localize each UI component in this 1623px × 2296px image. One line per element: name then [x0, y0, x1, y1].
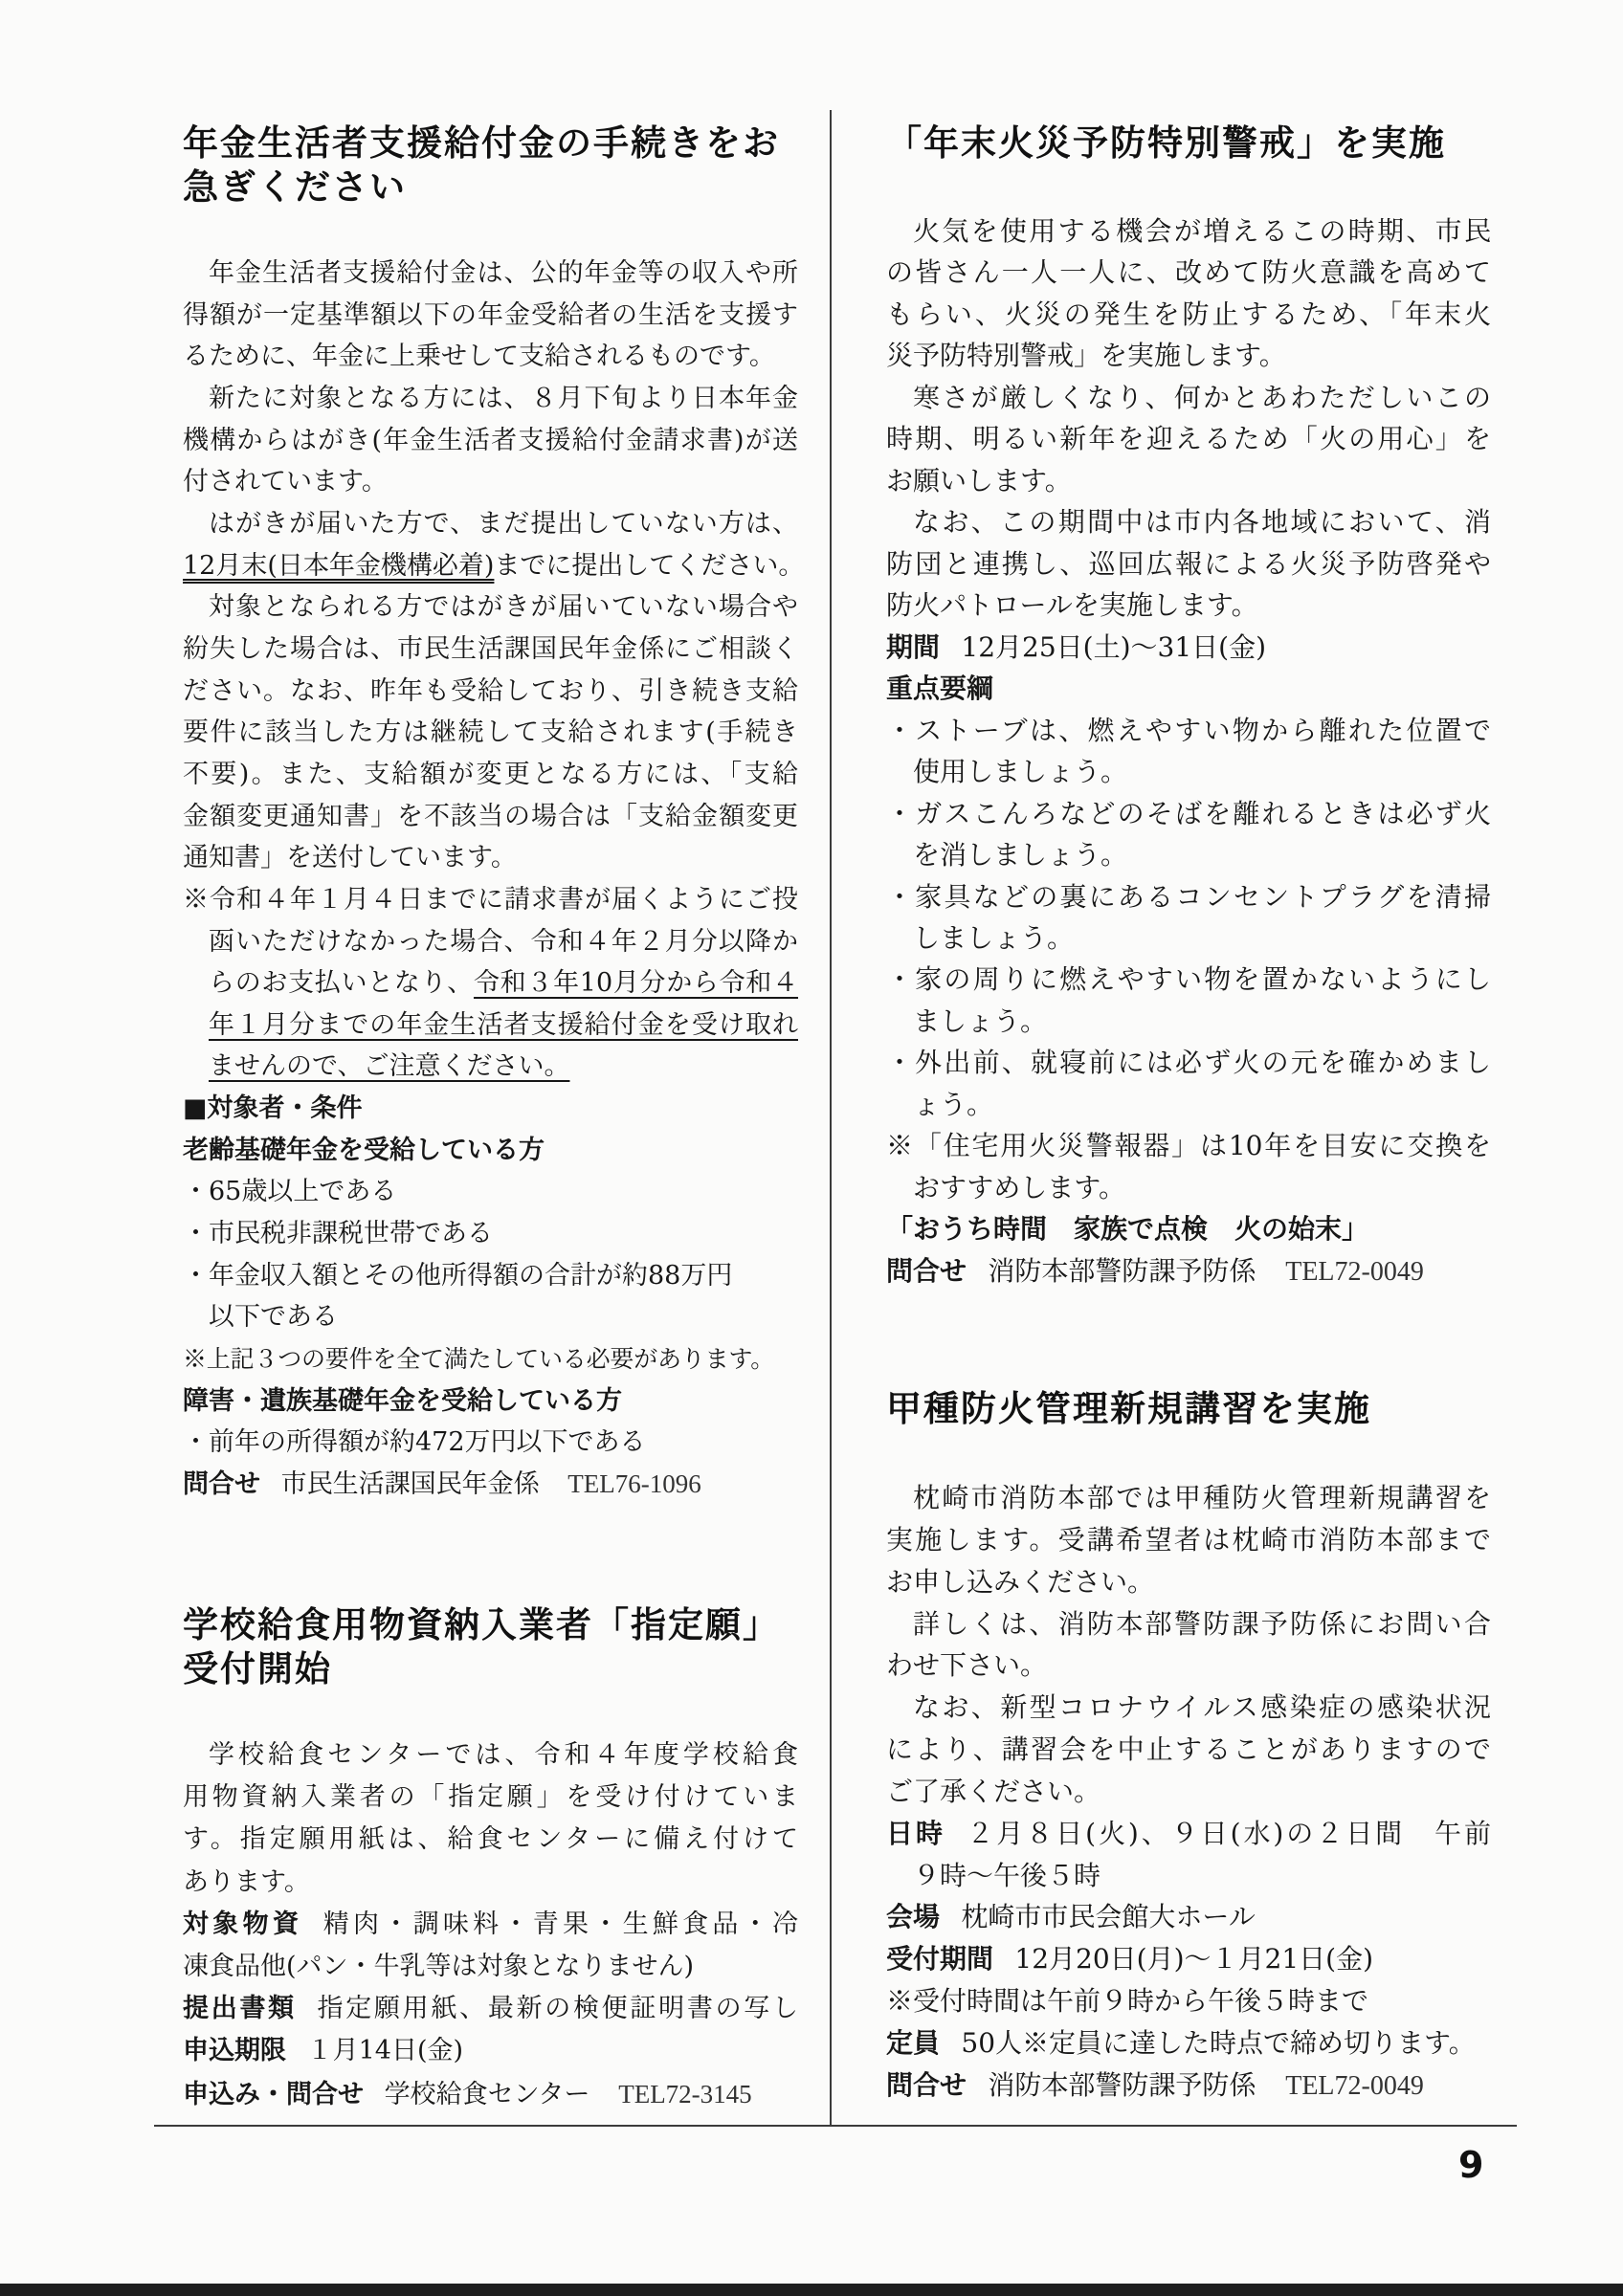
subheading: 重点要綱 — [886, 673, 994, 705]
body-line: 火気を使用する機会が増えるこの時期、市民 — [913, 215, 1491, 247]
field-value: 50人※定員に達した時点で締め切ります。 — [961, 2026, 1476, 2059]
body-line: 不要)。また、支給額が変更となる方には、「支給 — [183, 759, 798, 789]
underlined-deadline: 12月末(日本年金機構必着) — [183, 550, 495, 581]
contact-label: 申込み・問合せ — [183, 2079, 364, 2109]
field-line — [886, 1896, 1491, 1938]
title-line: 年金生活者支援給付金の手続きをお — [183, 122, 780, 164]
contact-line — [183, 1464, 798, 1506]
body-line: す。指定願用紙は、給食センターに備え付けて — [183, 1824, 798, 1855]
bullet-line: ょう。 — [913, 1088, 994, 1120]
note-line: 函いただけなかった場合、令和４年２月分以降か — [209, 926, 798, 957]
body-line: 新たに対象となる方には、８月下旬より日本年金 — [209, 383, 798, 413]
title-line: 急ぎください — [183, 166, 407, 208]
note-line: ※受付時間は午前９時から午後５時まで — [886, 1985, 1369, 2018]
article-body-course — [886, 1477, 1491, 2107]
body-line: るために、年金に上乗せして支給されるものです。 — [183, 342, 775, 372]
bullet-line: ・外出前、就寝前には必ず火の元を確かめまし — [886, 1047, 1491, 1079]
field-label: 受付期間 — [886, 1943, 994, 1976]
underlined-warning: 年１月分までの年金生活者支援給付金を受け取れ — [209, 1009, 798, 1040]
body-line: 用物資納入業者の「指定願」を受け付けていま — [183, 1782, 798, 1813]
field-value: １月14日(金) — [306, 2036, 464, 2066]
body-line: わせ下さい。 — [886, 1649, 1048, 1682]
underlined-warning: 令和３年10月分から令和４ — [473, 968, 799, 999]
article-body-pension — [183, 253, 805, 1506]
field-line — [183, 1904, 798, 1946]
article-title-fire — [886, 121, 1491, 166]
field-value: 精肉・調味料・青果・生鮮食品・冷 — [322, 1909, 799, 1939]
field-label: 会場 — [886, 1901, 941, 1933]
field-line: 凍食品他(パン・牛乳等は対象となりません) — [183, 1951, 695, 1981]
contact-dept: 消防本部警防課予防係 — [988, 1254, 1256, 1287]
body-line: の皆さん一人一人に、改めて防火意識を高めて — [886, 256, 1491, 289]
field-line — [886, 627, 1491, 668]
slogan: 「おうち時間 家族で点検 火の始末」 — [886, 1213, 1369, 1246]
body-line: 実施します。受講希望者は枕崎市消防本部まで — [886, 1523, 1491, 1556]
bullet-line: ・年金収入額とその他所得額の合計が約88万円 — [183, 1260, 733, 1291]
note-line: ※「住宅用火災警報器」は10年を目安に交換を — [886, 1130, 1491, 1162]
contact-tel: TEL72-3145 — [618, 2079, 752, 2108]
article-title-pension — [183, 121, 798, 210]
field-line — [183, 1988, 798, 2030]
contact-dept: 学校給食センター — [384, 2079, 590, 2109]
note-line — [183, 962, 798, 1004]
contact-label: 問合せ — [886, 1254, 967, 1287]
note-line: おすすめします。 — [913, 1171, 1126, 1203]
body-line: お願いします。 — [886, 464, 1072, 497]
article-title-school — [183, 1603, 798, 1691]
page-number: 9 — [1458, 2144, 1484, 2186]
body-line: ご了承ください。 — [886, 1775, 1101, 1807]
contact-tel: TEL72-0049 — [1285, 1256, 1424, 1287]
bullet-line: ・前年の所得額が約472万円以下である — [183, 1427, 646, 1458]
title-line: 「年末火災予防特別警戒」を実施 — [886, 122, 1446, 164]
body-line: 通知書」を送付しています。 — [183, 843, 517, 873]
article-body-fire — [886, 210, 1491, 1292]
bullet-line: 以下である — [209, 1302, 338, 1333]
field-value: ２月８日(火)、９日(水)の２日間 午前 — [967, 1817, 1491, 1849]
subheading: 老齢基礎年金を受給している方 — [183, 1135, 545, 1165]
body-line: 詳しくは、消防本部警防課予防係にお問い合 — [913, 1607, 1491, 1640]
body-text: までに提出してください。 — [494, 550, 805, 581]
field-label: 定員 — [886, 2026, 941, 2059]
field-line: ９時～午後５時 — [913, 1859, 1101, 1891]
body-text: らのお支払いとなり、 — [209, 968, 474, 999]
bullet-line: しましょう。 — [913, 921, 1075, 954]
body-line: 紛失した場合は、市民生活課国民年金係にご相談く — [183, 633, 798, 664]
bullet-line: ・ガスこんろなどのそばを離れるときは必ず火 — [886, 797, 1491, 829]
body-line: 要件に該当した方は継続して支給されます(手続き — [183, 718, 798, 748]
title-line: 学校給食用物資納入業者「指定願」 — [183, 1604, 780, 1645]
article-body-school — [183, 1734, 798, 2115]
contact-line — [886, 1250, 1491, 1292]
bullet-line: を消しましょう。 — [913, 839, 1128, 872]
body-line — [183, 545, 805, 587]
contact-dept: 市民生活課国民年金係 — [280, 1469, 540, 1500]
bullet-line: ・市民税非課税世帯である — [183, 1219, 493, 1249]
note-line: ※令和４年１月４日までに請求書が届くようにご投 — [183, 884, 798, 915]
bullet-line: ・家の周りに燃えやすい物を置かないようにし — [886, 963, 1491, 996]
bullet-line: ・ストーブは、燃えやすい物から離れた位置で — [886, 714, 1491, 746]
contact-label: 問合せ — [886, 2068, 967, 2101]
subheading: 障害・遺族基礎年金を受給している方 — [183, 1385, 622, 1416]
field-line — [886, 1938, 1491, 1980]
note-line — [183, 1046, 798, 1088]
note-line: ※上記３つの要件を全て満たしている必要があります。 — [183, 1345, 775, 1374]
body-line: はがきが届いた方で、まだ提出していない方は、 — [209, 508, 798, 539]
field-value: 指定願用紙、最新の検便証明書の写し — [317, 1994, 799, 2024]
body-line: なお、新型コロナウイルス感染症の感染状況 — [913, 1691, 1491, 1724]
bullet-line: ・65歳以上である — [183, 1177, 397, 1207]
field-label: 申込期限 — [183, 2036, 286, 2066]
field-label: 提出書類 — [183, 1994, 297, 2024]
contact-tel: TEL76-1096 — [567, 1469, 701, 1499]
body-line: 付されています。 — [183, 467, 388, 497]
contact-label: 問合せ — [183, 1469, 260, 1500]
body-line: 学校給食センターでは、令和４年度学校給食 — [209, 1740, 798, 1770]
bullet-line: ・家具などの裏にあるコンセントプラグを清掃 — [886, 880, 1491, 913]
body-line: 対象となられる方ではがきが届いていない場合や — [209, 592, 798, 623]
field-label: 対象物資 — [183, 1909, 303, 1939]
field-value: 12月25日(土)～31日(金) — [961, 630, 1266, 663]
scan-edge — [0, 2284, 1623, 2296]
subheading: ■対象者・条件 — [183, 1093, 363, 1124]
title-line: 受付開始 — [183, 1648, 332, 1689]
field-value: 12月20日(月)～１月21日(金) — [1014, 1943, 1373, 1976]
body-line: なお、この期間中は市内各地域において、消 — [913, 506, 1491, 539]
body-line: お申し込みください。 — [886, 1565, 1155, 1598]
body-line: 防団と連携し、巡回広報による火災予防啓発や — [886, 547, 1491, 580]
body-line: 災予防特別警戒」を実施します。 — [886, 340, 1286, 372]
column-divider — [830, 110, 832, 2125]
contact-line — [886, 2064, 1491, 2107]
body-line: もらい、火災の発生を防止するため、「年末火 — [886, 298, 1491, 330]
footer-rule — [154, 2125, 1517, 2127]
field-line — [886, 2022, 1491, 2064]
field-line — [183, 2030, 798, 2072]
field-label: 日時 — [886, 1817, 945, 1849]
field-label: 期間 — [886, 630, 941, 663]
title-line: 甲種防火管理新規講習を実施 — [886, 1388, 1371, 1429]
bullet-line: ましょう。 — [913, 1004, 1048, 1037]
field-line — [886, 1813, 1491, 1855]
body-line: 年金生活者支援給付金は、公的年金等の収入や所 — [209, 258, 798, 288]
body-line: 時期、明るい新年を迎えるため「火の用心」を — [886, 423, 1491, 455]
underlined-warning: ませんので、ご注意ください。 — [209, 1051, 570, 1082]
body-line: 寒さが厳しくなり、何かとあわただしいこの — [913, 381, 1491, 413]
contact-dept: 消防本部警防課予防係 — [988, 2068, 1256, 2101]
body-line: 枕崎市消防本部では甲種防火管理新規講習を — [913, 1482, 1491, 1513]
body-line: ださい。なお、昨年も受給しており、引き続き支給 — [183, 675, 798, 706]
body-line: 防火パトロールを実施します。 — [886, 589, 1258, 622]
body-line: 機構からはがき(年金生活者支援給付金請求書)が送 — [183, 425, 798, 455]
contact-tel: TEL72-0049 — [1285, 2070, 1424, 2101]
body-line: 金額変更通知書」を不該当の場合は「支給金額変更 — [183, 801, 798, 831]
article-title-course — [886, 1387, 1491, 1431]
body-line: により、講習会を中止することがありますので — [886, 1733, 1491, 1766]
body-line: 得額が一定基準額以下の年金受給者の生活を支援す — [183, 299, 798, 330]
field-value: 枕崎市市民会館大ホール — [961, 1901, 1256, 1933]
bullet-line: 使用しましょう。 — [913, 756, 1128, 788]
body-line: あります。 — [183, 1866, 310, 1897]
contact-line — [183, 2073, 798, 2115]
